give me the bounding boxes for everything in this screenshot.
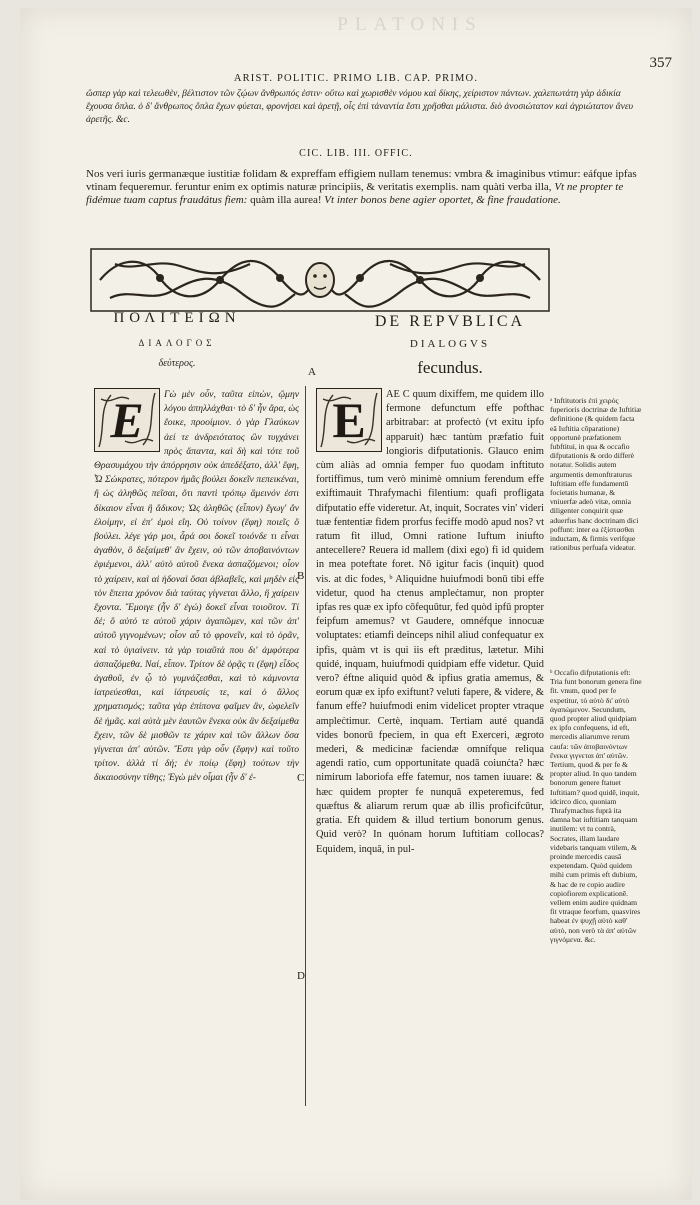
latin-subtitle: DIALOGVS xyxy=(409,338,491,350)
cicero-quotation xyxy=(86,168,648,207)
latin-ordinal: fecundus. xyxy=(417,358,483,377)
greek-subtitle: ΔΙΑΛΟΓΟΣ xyxy=(138,338,216,348)
margin-note-a: ᵃ Inftitutoris ἐπὶ χειρὸς fuperioris doctrinæ de Iuftitiæ definitione (& quidem facta eā Iuftitia cōparatione) opportunè præfationem fubftitui, in qua & occafio difputationis & ordo differè notatur. Solidis autem argumentis demonftraturus Iuftitiam effe fundamentū focietatis humanæ, & vniuerfæ adeò vitæ, omnia diligenter conquirit quæ aduerfus hanc doctrinam dici poffunt: inter ea ἐξίστασθαι inductam, & firmis verifque rationibus perfuafa videatur. xyxy=(550,396,642,553)
book-page xyxy=(20,8,692,1200)
cicero-italic: Vt ne propter te fidémue tuam captus fraudátus fiem: xyxy=(86,181,624,206)
greek-initial-letter: E xyxy=(110,392,144,448)
cicero-text: Nos veri iuris germanæque iustitiæ folidam & expreffam effigiem nullam tenemus: vmbra & imaginibus vtimur: eáfque ipfas vtinam fequeremur. feruntur enim ex optimis naturæ principiis, & veritatis exemplis. nam quàti verba illa, xyxy=(86,168,637,193)
greek-title: ΠΟΛΙΤΕΙΩΝ xyxy=(113,310,241,326)
section-letter-a: A xyxy=(308,366,316,378)
greek-decorated-initial xyxy=(94,388,160,452)
greek-ordinal: δεύτερος. xyxy=(158,358,196,369)
cicero-heading: CIC. LIB. III. OFFIC. xyxy=(299,148,413,159)
latin-first-word: AE C xyxy=(386,389,410,400)
greek-text-column xyxy=(94,388,299,786)
column-divider xyxy=(305,386,306,1106)
ornamental-headpiece xyxy=(90,248,550,312)
section-letter-d: D xyxy=(297,970,305,982)
page-number: 357 xyxy=(649,55,672,71)
cicero-italic-2: Vt inter bonos bene agier oportet, & fine fraudatione. xyxy=(324,194,561,206)
greek-body-text: Γὼ μὲν οὖν, ταῦτα εἰπὼν, ᾤμην λόγου ἀπηλλάχθαι· τὸ δ' ἦν ἄρα, ὡς ἔοικε, προοίμιον. ὁ γὰρ Γλαύκων ἀεί τε ἀνδρειότατος ὢν τυγχάνει πρὸς ἅπαντα, καὶ δὴ καὶ τότε τοῦ Θρασυμάχου τὴν ἀπόρρησιν οὐκ ἀπεδέξατο, ἀλλ' ἔφη, Ὦ Σώκρατες, πότερον ἡμᾶς βούλει δοκεῖν πεπεικέναι, ἢ ὡς ἀληθῶς πεῖσαι, ὅτι παντὶ τρόπῳ ἄμεινόν ἐστι δίκαιον εἶναι ἢ ἄδικον; Ὡς ἀληθῶς (εἶπον) ἔγωγ' ἂν ἑλοίμην, εἰ ἐπ' ἐμοὶ εἴη. Οὐ τοίνυν (ἔφη) ποιεῖς ὃ βούλει. λέγε γάρ μοι, ἆρά σοι δοκεῖ τοιόνδε τι εἶναι ἀγαθὸν, ὃ δεξαίμεθ' ἂν ἔχειν, οὐ τῶν ἀποβαινόντων ἐφιέμενοι, ἀλλ' αὐτὸ αὑτοῦ ἕνεκα ἀσπαζόμενοι; οἷον τὸ χαίρειν, καὶ αἱ ἡδοναὶ ὅσαι ἀβλαβεῖς, καὶ μηδὲν εἰς τὸν ἔπειτα χρόνον διὰ ταύτας γίγνεται ἄλλο, ἢ χαίρειν ἔχοντα. Ἔμοιγε (ἦν δ' ἐγώ) δοκεῖ εἶναι τοιοῦτον. Τί δέ; ὃ αὐτό τε αὑτοῦ χάριν ἀγαπῶμεν, καὶ τῶν ἀπ' αὐτοῦ γιγνομένων; οἷον αὖ τὸ φρονεῖν, καὶ τὸ ὁρᾶν, καὶ τὸ ὑγιαίνειν. τὰ γὰρ τοιαῦτά που δι' ἀμφότερα ἀσπαζόμεθα. Ναί, εἶπον. Τρίτον δὲ ὁρᾷς τι (ἔφη) εἶδος ἀγαθοῦ, ἐν ᾧ τὸ γυμνάζεσθαι, καὶ τὸ κάμνοντα ἰατρεύεσθαι, καὶ ἰάτρευσίς τε, καὶ ὁ ἄλλος χρηματισμός; ταῦτα γὰρ ἐπίπονα φαῖμεν ἂν, ὠφελεῖν δὲ ἡμᾶς. καὶ αὐτὰ μὲν ἑαυτῶν ἕνεκα οὐκ ἂν δεξαίμεθα ἔχειν, τῶν δὲ μισθῶν τε χάριν καὶ τῶν ἄλλων ὅσα γίγνεται ἀπ' αὐτῶν. Ἔστι γὰρ οὖν (ἔφην) καὶ τοῦτο τρίτον. ἀλλὰ τί δή; ἐν ποίῳ (ἔφη) τούτων τὴν δικαιοσύνην τίθης; Ἐγὼ μὲν οἶμαι (ἦν δ' ἐ- xyxy=(94,389,299,784)
latin-decorated-initial xyxy=(316,388,382,452)
latin-text-column xyxy=(316,388,544,857)
section-letter-b: B xyxy=(297,570,305,582)
bleed-through-title: PLATONIS xyxy=(337,14,483,35)
section-letter-c: C xyxy=(297,772,305,784)
margin-note-b: ᵇ Occafio difputationis eft: Tria funt bonorum genera fine fit. vnum, quod per fe expetitur, τὸ αὐτὸ δι' αὐτὸ ἀγαπώμενον. Secundum, quod propter aliud quidpiam ex ipfo confequens, id eft, mercedis aliarumve rerum caufa: τῶν ἀποβαινόντων ἕνεκα γιγνεται ἀπ' αὐτῶν. Tertium, quod & per fe & propter aliud. In quo tandem bonorum genere ftatuet Iuftitiam? quod quidē, inquit, idcirco dico, quoniam Thrafymachus fuprà ita damna bat iuftitiam tanquam inutilem: vt tu contrà, Socrates, illam laudare videbaris tanquam vtilem, & proinde mercedis causâ expetendam. Quòd quidem mihi cum primis eft dubium, & hac de re copio audire copiofiorem explicationē. vellem enim audire quidnam fit vtraque feorfum, quasvires habeat ἐν ψυχῇ αὐτὸ καθ' αὑτὸ, non verò τὰ ἀπ' αὐτῶν γιγνόμενα. &c. xyxy=(550,668,642,944)
latin-title: DE REPVBLICA xyxy=(374,313,526,330)
running-head: ARIST. POLITIC. PRIMO LIB. CAP. PRIMO. xyxy=(233,73,479,84)
latin-body-text: quum dixiffem, me quidem illo fermone defunctum effe pofthac arbitrabar: at profectò (vt exitu ipfo apparuit) hæc tantùm præfatio fuit longioris difputationis. Glauco enim cùm aliàs ad omnia femper fuo quodam inftituto fortiffimus, tum verò minimè omnium ferendum effe exiftimauit Thrafymachi filentium: quafi profligata difputatio effe videretur. At, inquit, Socrates vin' videri tuæ fententiæ fidem prorfus feciffe modò apud nos? vt ratum fit illud, Omni ratione Iuftum iniufto antecellere? Reuera id mallem (dixi ego) fi id quidem in mea poteftate foret. Nō igitur facis (inquit) quod vis. at dic fodes, ᵇ Aliquidne huiufmodi bonū tibi effe videtur, quod ha ctenus ampleċtamur, non propter ipfas res quæ ex ipfo cōfequūtur, fed quòd ipfū propter feipfum amemus? vt Gaudere, omnéfque innocuæ voluptates: etiamfi deinceps nihil aliud confequatur ex ipfis, quàm vt is qui iis eft præditus, lætetur. Mihi quidé, inquam, huiufmodi quidpiam effe videtur. Quid vero? éftne aliquid quòd & ipfius gratia amemus, & eorum quæ ex ipfo exiftunt? veluti fapere, & videre, & fanum effe? huiufmodi enim videlicet propter vtraque ampleċtimur. Certè, inquam. Tertiam auté quandā vides bonorū fpeciem, in qua eft Exerceri, ægroto mederi, & medicinæ faciendæ omnífque reliqua agendi ratio, cum opportunitate quadā coiunċta? hæc nimirum laboriofa effe fatemur, nos tamen iuuare: & hæc quidem propter fe nunquā expeteremus, fed quæftus & aliarum rerum quæ ab illis proficifcūtur, gratia. Eft quidem & illud tertium bonorum genus. Quid verò? In quónam horum Iuftitiam collocas? Equidem, inquā, in pul- xyxy=(316,389,544,855)
aristotle-quotation: ὥσπερ γὰρ καὶ τελεωθὲν, βέλτιστον τῶν ζῴων ἄνθρωπός ἐστιν· οὕτω καὶ χωρισθὲν νόμου καὶ δίκης, χείριστον πάντων. χαλεπωτάτη γὰρ ἀδικία ἔχουσα ὅπλα. ὁ δ' ἄνθρωπος ὅπλα ἔχων φύεται, φρονήσει καὶ ἀρετῇ, οἷς ἐπὶ τἀναντία ἔστι χρῆσθαι μάλιστα. διὸ ἀνοσιώτατον καὶ ἀγριώτατον ἄνευ ἀρετῆς. &c. xyxy=(86,89,633,125)
cicero-text-2: quàm illa aurea! xyxy=(250,194,322,206)
latin-initial-letter: E xyxy=(332,392,366,448)
